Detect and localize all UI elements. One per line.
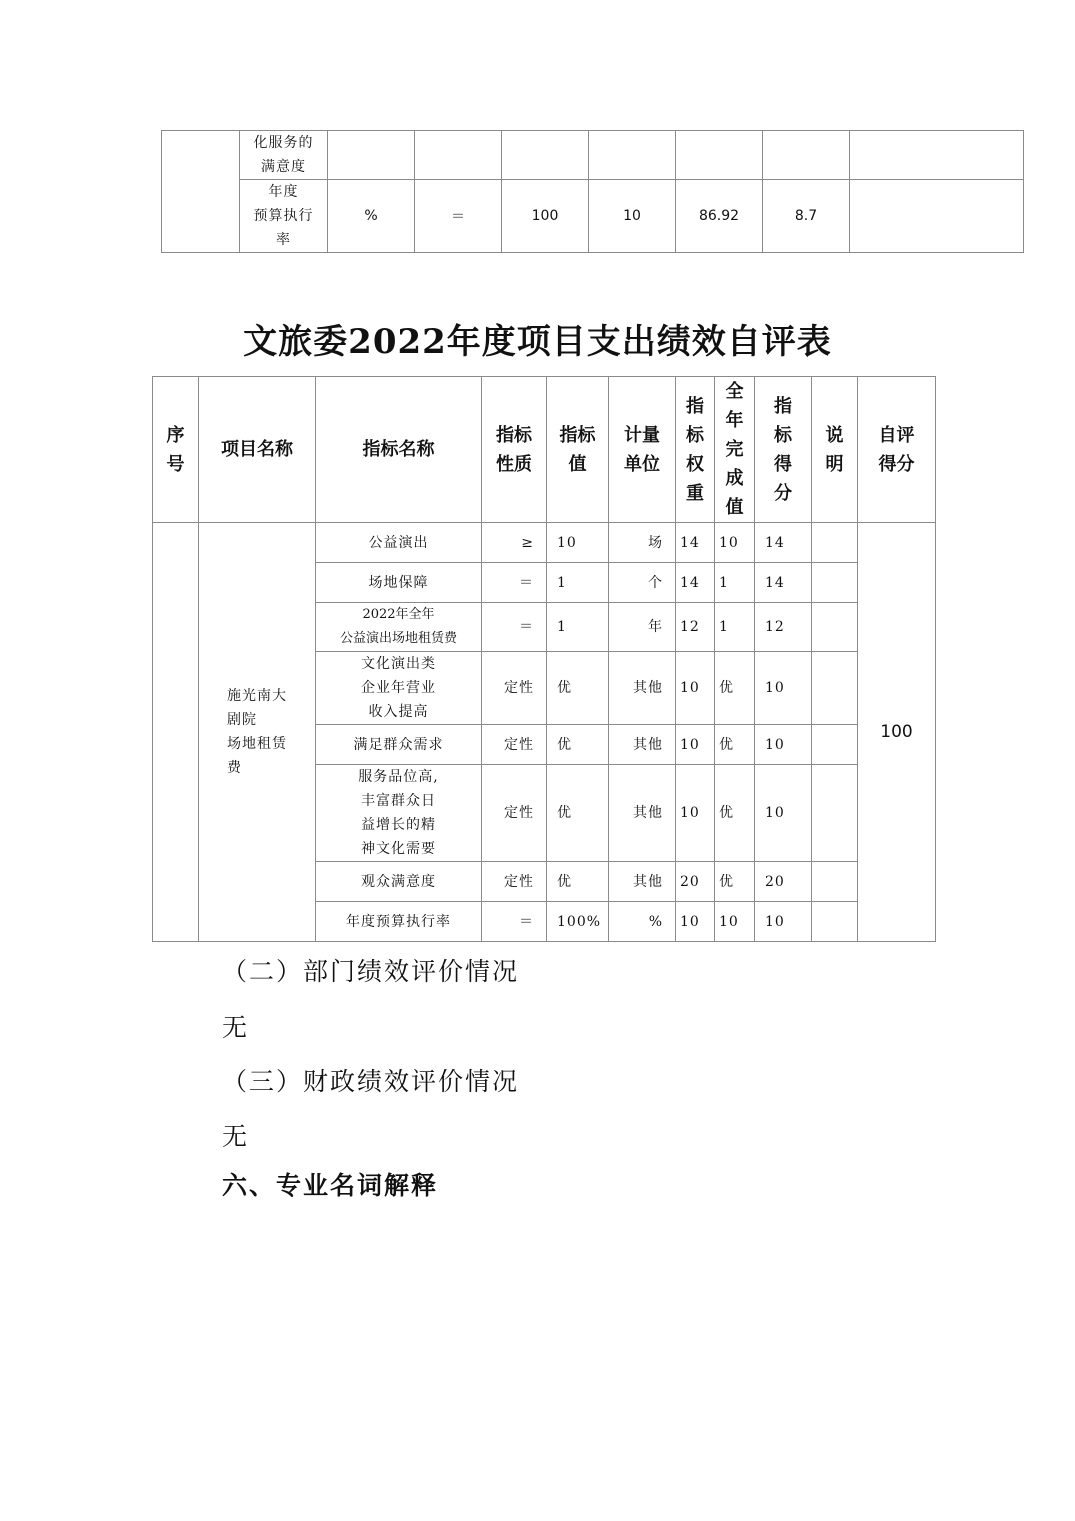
indicator-cell: 满足群众需求 bbox=[316, 725, 482, 765]
weight-cell: 14 bbox=[676, 563, 715, 603]
score-cell: 14 bbox=[755, 523, 812, 563]
unit-cell: % bbox=[328, 180, 415, 253]
nature-cell: ＝ bbox=[482, 902, 547, 942]
score-cell: 8.7 bbox=[763, 180, 850, 253]
actual-cell: 1 bbox=[715, 563, 755, 603]
actual-cell: 86.92 bbox=[676, 180, 763, 253]
note-cell bbox=[812, 603, 858, 652]
value-cell: 优 bbox=[547, 652, 609, 725]
value-cell: 100% bbox=[547, 902, 609, 942]
actual-cell: 1 bbox=[715, 603, 755, 652]
actual-cell: 优 bbox=[715, 725, 755, 765]
actual-cell: 优 bbox=[715, 862, 755, 902]
header-nature: 指标 性质 bbox=[482, 377, 547, 523]
header-seq: 序 号 bbox=[153, 377, 199, 523]
indicator-cell: 观众满意度 bbox=[316, 862, 482, 902]
unit-cell: 个 bbox=[609, 563, 676, 603]
nature-cell: 定性 bbox=[482, 765, 547, 862]
header-project: 项目名称 bbox=[199, 377, 316, 523]
weight-cell: 10 bbox=[676, 765, 715, 862]
nature-cell bbox=[415, 131, 502, 180]
blank-cell bbox=[162, 131, 240, 253]
table-row bbox=[162, 131, 1024, 180]
nature-cell: 定性 bbox=[482, 725, 547, 765]
score-cell: 10 bbox=[755, 765, 812, 862]
unit-cell: 场 bbox=[609, 523, 676, 563]
indicator-cell: 化服务的 满意度 bbox=[240, 131, 328, 180]
seq-cell bbox=[153, 523, 199, 942]
indicator-cell: 文化演出类 企业年营业 收入提高 bbox=[316, 652, 482, 725]
finance-evaluation-body: 无 bbox=[222, 1122, 250, 1151]
note-cell bbox=[812, 765, 858, 862]
value-cell: 优 bbox=[547, 765, 609, 862]
score-cell: 10 bbox=[755, 725, 812, 765]
dept-evaluation-heading: （二）部门绩效评价情况 bbox=[222, 957, 520, 986]
indicator-cell: 2022年全年 公益演出场地租赁费 bbox=[316, 603, 482, 652]
unit-cell: 年 bbox=[609, 603, 676, 652]
note-cell bbox=[850, 131, 1024, 180]
score-cell: 10 bbox=[755, 652, 812, 725]
unit-cell: 其他 bbox=[609, 862, 676, 902]
nature-cell: 定性 bbox=[482, 652, 547, 725]
finance-evaluation-heading: （三）财政绩效评价情况 bbox=[222, 1067, 520, 1096]
value-cell: 1 bbox=[547, 603, 609, 652]
value-cell: 优 bbox=[547, 862, 609, 902]
header-unit: 计量 单位 bbox=[609, 377, 676, 523]
note-cell bbox=[812, 652, 858, 725]
value-cell: 1 bbox=[547, 563, 609, 603]
weight-cell: 10 bbox=[676, 725, 715, 765]
table-row bbox=[162, 180, 1024, 253]
unit-cell: 其他 bbox=[609, 652, 676, 725]
nature-cell: 定性 bbox=[482, 862, 547, 902]
continuation-table bbox=[161, 130, 1024, 253]
page-title: 文旅委2022年度项目支出绩效自评表 bbox=[243, 322, 832, 362]
actual-cell: 10 bbox=[715, 902, 755, 942]
indicator-cell: 年度 预算执行 率 bbox=[240, 180, 328, 253]
header-row bbox=[153, 377, 936, 523]
score-cell bbox=[763, 131, 850, 180]
weight-cell: 10 bbox=[589, 180, 676, 253]
note-cell bbox=[812, 862, 858, 902]
target-cell: 100 bbox=[502, 180, 589, 253]
weight-cell: 10 bbox=[676, 652, 715, 725]
unit-cell bbox=[328, 131, 415, 180]
performance-table bbox=[152, 376, 936, 942]
header-note: 说 明 bbox=[812, 377, 858, 523]
terms-heading: 六、专业名词解释 bbox=[222, 1171, 439, 1200]
value-cell: 优 bbox=[547, 725, 609, 765]
unit-cell: % bbox=[609, 902, 676, 942]
header-indicator: 指标名称 bbox=[316, 377, 482, 523]
actual-cell bbox=[676, 131, 763, 180]
note-cell bbox=[812, 523, 858, 563]
actual-cell: 10 bbox=[715, 523, 755, 563]
indicator-cell: 服务品位高, 丰富群众日 益增长的精 神文化需要 bbox=[316, 765, 482, 862]
target-cell bbox=[502, 131, 589, 180]
indicator-cell: 场地保障 bbox=[316, 563, 482, 603]
header-score: 指 标 得 分 bbox=[755, 377, 812, 523]
self-score-cell: 100 bbox=[858, 523, 936, 942]
header-self-score: 自评 得分 bbox=[858, 377, 936, 523]
table-row bbox=[153, 523, 936, 563]
value-cell: 10 bbox=[547, 523, 609, 563]
unit-cell: 其他 bbox=[609, 725, 676, 765]
weight-cell: 12 bbox=[676, 603, 715, 652]
score-cell: 20 bbox=[755, 862, 812, 902]
nature-cell: ≥ bbox=[482, 523, 547, 563]
actual-cell: 优 bbox=[715, 765, 755, 862]
note-cell bbox=[850, 180, 1024, 253]
project-name-cell: 施光南大 剧院 场地租赁 费 bbox=[199, 523, 316, 942]
unit-cell: 其他 bbox=[609, 765, 676, 862]
dept-evaluation-body: 无 bbox=[222, 1013, 250, 1042]
indicator-cell: 年度预算执行率 bbox=[316, 902, 482, 942]
weight-cell: 20 bbox=[676, 862, 715, 902]
weight-cell bbox=[589, 131, 676, 180]
note-cell bbox=[812, 563, 858, 603]
actual-cell: 优 bbox=[715, 652, 755, 725]
weight-cell: 10 bbox=[676, 902, 715, 942]
score-cell: 12 bbox=[755, 603, 812, 652]
header-value: 指标 值 bbox=[547, 377, 609, 523]
nature-cell: ＝ bbox=[482, 563, 547, 603]
score-cell: 10 bbox=[755, 902, 812, 942]
header-weight: 指 标 权 重 bbox=[676, 377, 715, 523]
indicator-cell: 公益演出 bbox=[316, 523, 482, 563]
note-cell bbox=[812, 902, 858, 942]
nature-cell: ＝ bbox=[482, 603, 547, 652]
header-actual: 全 年 完 成 值 bbox=[715, 377, 755, 523]
note-cell bbox=[812, 725, 858, 765]
weight-cell: 14 bbox=[676, 523, 715, 563]
score-cell: 14 bbox=[755, 563, 812, 603]
nature-cell: ＝ bbox=[415, 180, 502, 253]
